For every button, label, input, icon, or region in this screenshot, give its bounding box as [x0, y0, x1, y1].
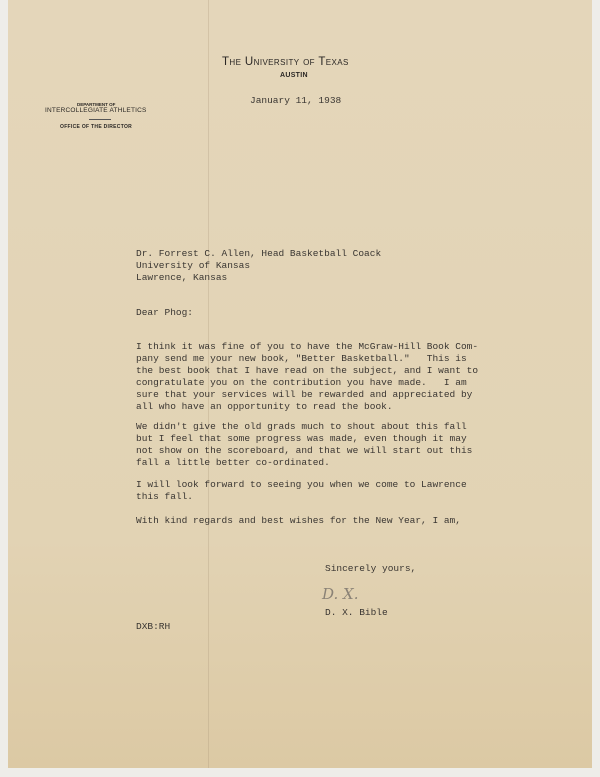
body-paragraph: I think it was fine of you to have the McGraw-Hill Book Com- pany send me your new book, "Better Basketball." This is the best book that I have read on the subject, and I want to congratulate you on the contribution you have made. I am sure that your services will be rewarded and appreciated by all who have an opportunity to read the book. — [136, 341, 479, 412]
recipient-line: University of Kansas — [136, 260, 251, 271]
letterhead-rule — [89, 119, 111, 120]
recipient-line: Lawrence, Kansas — [136, 272, 228, 283]
body-paragraph: We didn't give the old grads much to shout about this fall but I feel that some progress was made, even though it may not show on the scoreboard, and that we will start out this fall a little better co-ordinated. — [136, 421, 473, 468]
letterhead-institution: The University of Texas — [222, 56, 349, 68]
signer-name: D. X. Bible — [325, 607, 388, 618]
body-paragraph: I will look forward to seeing you when we come to Lawrence this fall. — [136, 479, 467, 502]
closing: Sincerely yours, — [325, 563, 417, 574]
body-paragraph: With kind regards and best wishes for the New Year, I am, — [136, 515, 461, 526]
letterhead-office: OFFICE OF THE DIRECTOR — [60, 124, 133, 130]
letter-date: January 11, 1938 — [250, 95, 342, 106]
salutation: Dear Phog: — [136, 307, 194, 318]
typist-initials: DXB:RH — [136, 621, 171, 632]
letterhead-department: INTERCOLLEGIATE ATHLETICS — [45, 107, 147, 114]
letterhead-department-label: DEPARTMENT OF — [77, 102, 116, 107]
letterhead-city: AUSTIN — [280, 72, 308, 79]
handwritten-signature: D. X. — [322, 585, 359, 603]
recipient-line: Dr. Forrest C. Allen, Head Basketball Coack — [136, 248, 382, 259]
